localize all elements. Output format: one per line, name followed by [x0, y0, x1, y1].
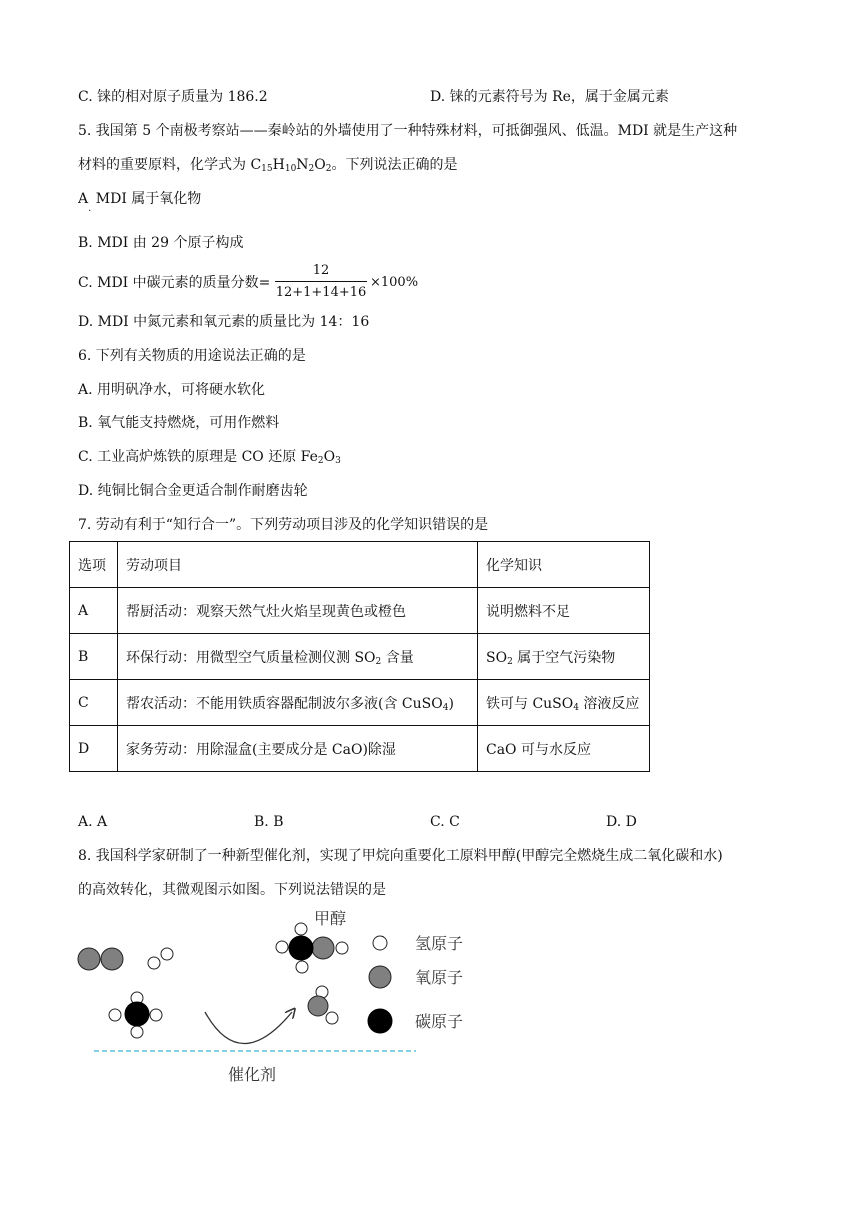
- row-option: D: [70, 726, 118, 772]
- table-row: [70, 588, 650, 634]
- q7-stem: 7. 劳动有利于“知行合一”。下列劳动项目涉及的化学知识错误的是: [78, 517, 489, 533]
- legend: [368, 934, 463, 1033]
- q7-answer-b: B. B: [254, 814, 284, 830]
- q5-option-c-label: C. MDI 中碳元素的质量分数=: [78, 275, 271, 291]
- q5-option-a-letter: A: [78, 191, 89, 207]
- q7-table: [69, 541, 650, 772]
- methanol-label: 甲醇: [314, 909, 347, 928]
- row-option: C: [70, 680, 118, 726]
- table-row: [70, 634, 650, 680]
- header-knowledge: 化学知识: [478, 542, 650, 588]
- legend-hydrogen: 氢原子: [415, 934, 464, 953]
- q7-answer-d: D. D: [606, 814, 637, 830]
- fraction-numerator: 12: [312, 263, 330, 278]
- oxygen-atom-icon: [369, 966, 391, 988]
- fraction-denominator: 12+1+14+16: [275, 285, 367, 300]
- q8-stem-line1: 8. 我国科学家研制了一种新型催化剂，实现了甲烷向重要化工原料甲醇(甲醇完全燃烧生成二氧化碳和水): [78, 848, 723, 864]
- q6-option-b: B. 氧气能支持燃烧，可用作燃料: [78, 415, 280, 431]
- table-header-row: [70, 542, 650, 588]
- catalyst-label: 催化剂: [228, 1065, 277, 1084]
- methane-molecule: [109, 992, 162, 1038]
- q5-option-c-percent: ×100%: [370, 275, 419, 290]
- legend-carbon: 碳原子: [415, 1012, 464, 1031]
- oxygen-molecule: [78, 948, 123, 970]
- q5-option-b: B. MDI 由 29 个原子构成: [78, 235, 244, 251]
- row-project: 帮农活动：不能用铁质容器配制波尔多液(含 CuSO$_4$): [118, 680, 478, 726]
- q5-option-a: $A_.$ MDI 属于氧化物: [78, 191, 202, 214]
- q5-stem-line2: 材料的重要原料，化学式为 $C_{15}H_{10}N_2O_2$。下列说法正确的是: [78, 157, 458, 174]
- table-row: [70, 680, 650, 726]
- q4-option-c: C. 铼的相对原子质量为 186.2: [78, 89, 268, 105]
- methanol-molecule: [276, 923, 348, 973]
- q7-answer-c: C. C: [430, 814, 460, 830]
- legend-oxygen: 氧原子: [415, 968, 464, 987]
- table-row: [70, 726, 650, 772]
- q5-stem-line1: 5. 我国第 5 个南极考察站——秦岭站的外墙使用了一种特殊材料，可抵御强风、低温。MDI 就是生产这种: [78, 123, 738, 139]
- q5-option-d: D. MDI 中氮元素和氧元素的质量比为 14：16: [78, 314, 370, 330]
- row-option: B: [70, 634, 118, 680]
- hydrogen-molecule: [148, 948, 173, 969]
- row-knowledge: 说明燃料不足: [478, 588, 650, 634]
- row-project: 帮厨活动：观察天然气灶火焰呈现黄色或橙色: [118, 588, 478, 634]
- row-knowledge: $SO_2$ 属于空气污染物: [478, 634, 650, 680]
- row-knowledge: 铁可与 CuSO$_4$ 溶液反应: [478, 680, 650, 726]
- q6-option-a: A. 用明矾净水，可将硬水软化: [78, 382, 266, 398]
- q5-option-c-fraction: [275, 262, 367, 302]
- water-molecule: [308, 986, 338, 1024]
- q6-stem: 6. 下列有关物质的用途说法正确的是: [78, 348, 306, 364]
- reaction-arrow: [205, 1012, 292, 1044]
- row-project: 家务劳动：用除湿盒(主要成分是 CaO)除湿: [118, 726, 478, 772]
- header-project: 劳动项目: [118, 542, 478, 588]
- q4-option-d: D. 铼的元素符号为 Re，属于金属元素: [430, 89, 669, 105]
- fraction-bar: [275, 281, 367, 282]
- header-option: 选项: [70, 542, 118, 588]
- q7-answer-a: A. A: [78, 814, 108, 830]
- q8-stem-line2: 的高效转化，其微观图示如图。下列说法错误的是: [78, 882, 386, 898]
- carbon-atom-icon: [368, 1009, 392, 1033]
- hydrogen-atom-icon: [373, 936, 387, 950]
- reaction-diagram: [70, 900, 500, 1100]
- row-option: A: [70, 588, 118, 634]
- q6-option-d: D. 纯铜比铜合金更适合制作耐磨齿轮: [78, 483, 308, 499]
- q6-option-c: C. 工业高炉炼铁的原理是 CO 还原 $Fe_2O_3$: [78, 449, 341, 466]
- row-project: 环保行动：用微型空气质量检测仪测 $SO_2$ 含量: [118, 634, 478, 680]
- row-knowledge: CaO 可与水反应: [478, 726, 650, 772]
